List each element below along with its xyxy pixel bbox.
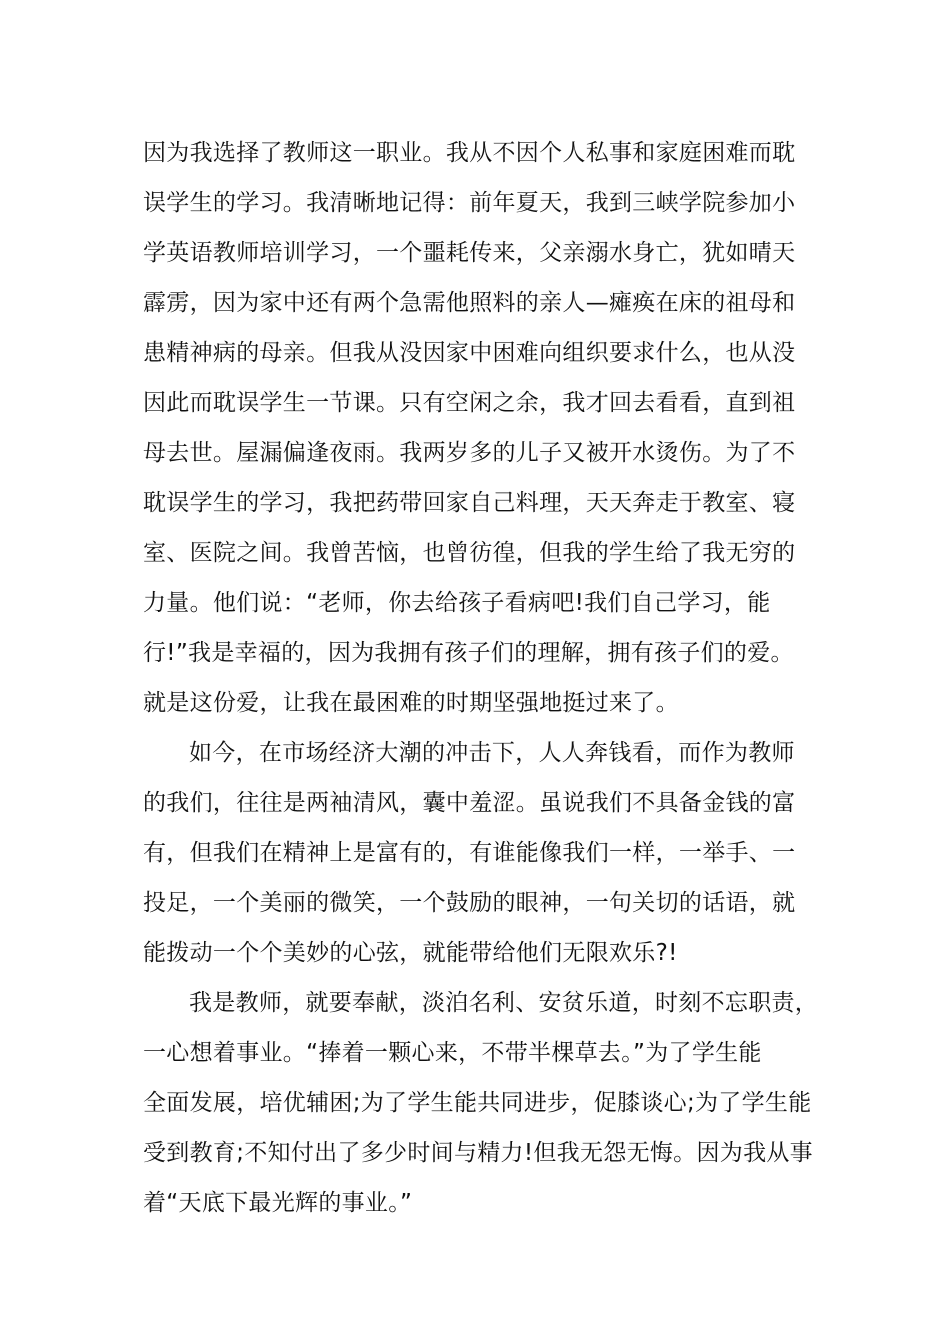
text-line: 耽误学生的学习，我把药带回家自己料理，天天奔走于教室、寝: [143, 490, 796, 516]
text-line: 力量。他们说：“老师，你去给孩子看病吧!我们自己学习，能: [143, 590, 771, 616]
text-line: 室、医院之间。我曾苦恼，也曾彷徨，但我的学生给了我无穷的: [143, 540, 796, 566]
text-line: 着“天底下最光辉的事业。”: [143, 1190, 413, 1216]
text-line: 行!”我是幸福的，因为我拥有孩子们的理解，拥有孩子们的爱。: [143, 640, 794, 666]
text-line: 一心想着事业。“捧着一颗心来，不带半棵草去。”为了学生能: [143, 1040, 762, 1066]
text-line: 因为我选择了教师这一职业。我从不因个人私事和家庭困难而耽: [143, 140, 796, 166]
text-line: 学英语教师培训学习，一个噩耗传来，父亲溺水身亡，犹如晴天: [143, 240, 796, 266]
text-line: 就是这份爱，让我在最困难的时期坚强地挺过来了。: [143, 690, 679, 716]
text-line: 我是教师，就要奉献，淡泊名利、安贫乐道，时刻不忘职责，: [189, 990, 819, 1016]
text-line: 能拨动一个个美妙的心弦，就能带给他们无限欢乐?!: [143, 940, 678, 966]
text-line: 母去世。屋漏偏逢夜雨。我两岁多的儿子又被开水烫伤。为了不: [143, 440, 796, 466]
paragraph-3: [143, 978, 819, 1228]
paragraph-1: [143, 128, 803, 728]
text-line: 因此而耽误学生一节课。只有空闲之余，我才回去看看，直到祖: [143, 390, 796, 416]
text-line: 如今，在市场经济大潮的冲击下，人人奔钱看，而作为教师: [189, 740, 795, 766]
text-line: 投足，一个美丽的微笑，一个鼓励的眼神，一句关切的话语，就: [143, 890, 796, 916]
text-line: 霹雳，因为家中还有两个急需他照料的亲人—瘫痪在床的祖母和: [143, 290, 796, 316]
text-line: 有，但我们在精神上是富有的，有谁能像我们一样，一举手、一: [143, 840, 796, 866]
text-line: 受到教育;不知付出了多少时间与精力!但我无怨无悔。因为我从事: [143, 1140, 813, 1166]
text-line: 患精神病的母亲。但我从没因家中困难向组织要求什么，也从没: [143, 340, 796, 366]
text-line: 全面发展，培优辅困;为了学生能共同进步，促膝谈心;为了学生能: [143, 1090, 812, 1116]
body-text: [143, 128, 819, 1228]
text-line: 的我们，往往是两袖清风，囊中羞涩。虽说我们不具备金钱的富: [143, 790, 796, 816]
paragraph-2: [143, 728, 803, 978]
text-line: 误学生的学习。我清晰地记得：前年夏天，我到三峡学院参加小: [143, 190, 796, 216]
